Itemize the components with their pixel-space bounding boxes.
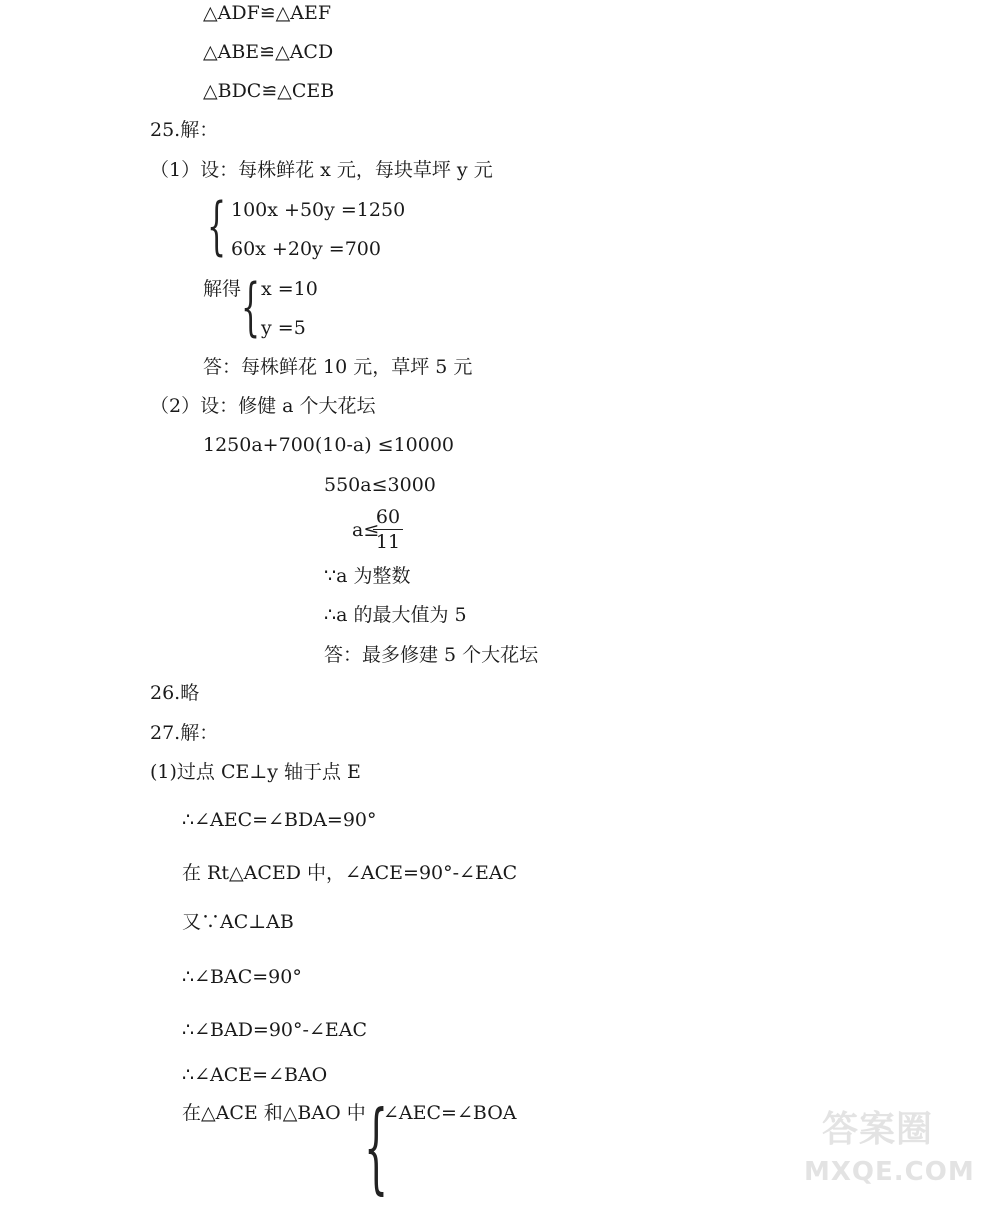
line-congruence-bdc-ceb: △BDC≌△CEB (203, 80, 335, 102)
step-7: ∴∠ACE=∠BAO (182, 1064, 328, 1086)
step-8-condition: ∠AEC=∠BOA (383, 1102, 517, 1124)
therefore-max-a: ∴a 的最大值为 5 (324, 604, 467, 626)
equation-2: 60x +20y =700 (231, 238, 381, 260)
inequality-3-prefix: a≤ (352, 519, 380, 541)
step-8-prefix: 在△ACE 和△BAO 中 (182, 1102, 366, 1124)
question-27-heading: 27.解： (150, 722, 219, 744)
solution-brace: { (241, 271, 261, 346)
answer-part-2: 答：最多修建 5 个大花坛 (324, 644, 539, 666)
watermark-top-text: 答案圈 (822, 1109, 934, 1150)
question-25-heading: 25.解： (150, 119, 219, 141)
solution-y: y =5 (261, 317, 306, 339)
step-3: 在 Rt△ACED 中，∠ACE=90°-∠EAC (182, 862, 518, 884)
answer-part-1: 答：每株鲜花 10 元，草坪 5 元 (203, 356, 473, 378)
step-1: (1)过点 CE⊥y 轴于点 E (150, 761, 361, 783)
inequality-1: 1250a+700(10-a) ≤10000 (203, 434, 455, 456)
fraction-60-over-11 (373, 508, 403, 552)
equation-1: 100x +50y =1250 (231, 199, 406, 221)
watermark-bottom-text: MXQE.COM (804, 1157, 975, 1187)
fraction-denominator: 11 (375, 531, 401, 553)
inequality-2: 550a≤3000 (324, 474, 436, 496)
line-congruence-adf-aef: △ADF≌△AEF (203, 2, 332, 24)
question-26: 26.略 (150, 682, 200, 704)
solution-x: x =10 (261, 278, 318, 300)
congruence-brace: { (364, 1090, 389, 1205)
step-4: 又∵AC⊥AB (182, 911, 294, 933)
step-2: ∴∠AEC=∠BDA=90° (182, 809, 377, 831)
because-a-integer: ∵a 为整数 (324, 565, 411, 587)
fraction-numerator: 60 (375, 506, 401, 528)
part-2-setup: （2）设：修健 a 个大花坛 (150, 395, 376, 417)
step-6: ∴∠BAD=90°-∠EAC (182, 1019, 367, 1041)
solve-label: 解得 (203, 278, 242, 300)
equation-system-brace: { (207, 190, 227, 265)
watermark-logo (800, 1099, 990, 1199)
line-congruence-abe-acd: △ABE≌△ACD (203, 41, 334, 63)
part-1-setup: （1）设：每株鲜花 x 元，每块草坪 y 元 (150, 159, 493, 181)
step-5: ∴∠BAC=90° (182, 966, 302, 988)
